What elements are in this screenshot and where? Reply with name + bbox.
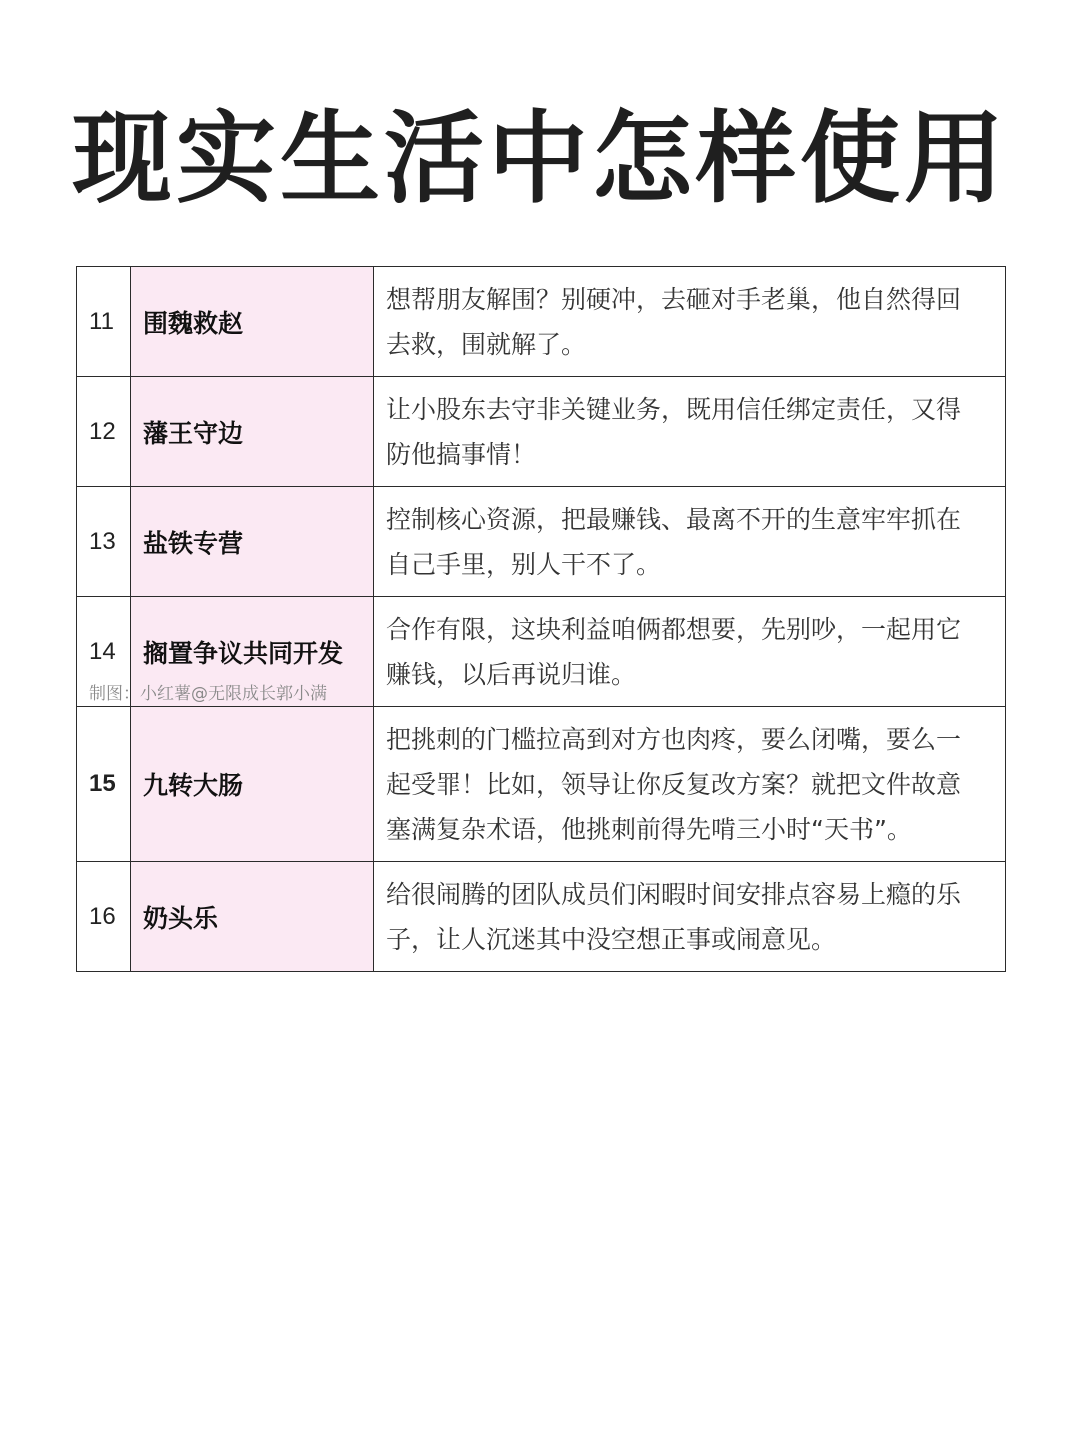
table-row <box>77 487 1006 597</box>
strategy-description: 给很闹腾的团队成员们闲暇时间安排点容易上瘾的乐子，让人沉迷其中没空想正事或闹意见。 <box>374 862 1006 972</box>
strategy-description: 让小股东去守非关键业务，既用信任绑定责任，又得防他搞事情！ <box>374 377 1006 487</box>
row-number: 13 <box>77 487 131 597</box>
row-number: 15 <box>77 707 131 862</box>
table-row <box>77 597 1006 707</box>
row-number: 12 <box>77 377 131 487</box>
table-row <box>77 377 1006 487</box>
strategy-name: 盐铁专营 <box>131 487 374 597</box>
strategy-description: 合作有限，这块利益咱俩都想要，先别吵，一起用它赚钱，以后再说归谁。 <box>374 597 1006 707</box>
page-title: 现实生活中怎样使用 <box>72 100 1008 217</box>
strategy-name: 藩王守边 <box>131 377 374 487</box>
strategy-name: 九转大肠 <box>131 707 374 862</box>
strategy-description: 把挑刺的门槛拉高到对方也肉疼，要么闭嘴，要么一起受罪！比如，领导让你反复改方案？就把文件故意塞满复杂术语，他挑刺前得先啃三小时“天书”。 <box>374 707 1006 862</box>
strategy-description: 想帮朋友解围？别硬冲，去砸对手老巢，他自然得回去救，围就解了。 <box>374 267 1006 377</box>
strategy-name-text: 搁置争议共同开发 <box>143 638 344 668</box>
watermark-credit: 制图：小红薯@无限成长郭小满 <box>89 684 327 704</box>
row-number: 16 <box>77 862 131 972</box>
strategy-name: 围魏救赵 <box>131 267 374 377</box>
strategy-table <box>76 266 1006 972</box>
table-row <box>77 267 1006 377</box>
row-number: 14 <box>77 597 131 707</box>
table-row <box>77 862 1006 972</box>
row-number: 11 <box>77 267 131 377</box>
strategy-name: 奶头乐 <box>131 862 374 972</box>
strategy-description: 控制核心资源，把最赚钱、最离不开的生意牢牢抓在自己手里，别人干不了。 <box>374 487 1006 597</box>
table-row <box>77 707 1006 862</box>
